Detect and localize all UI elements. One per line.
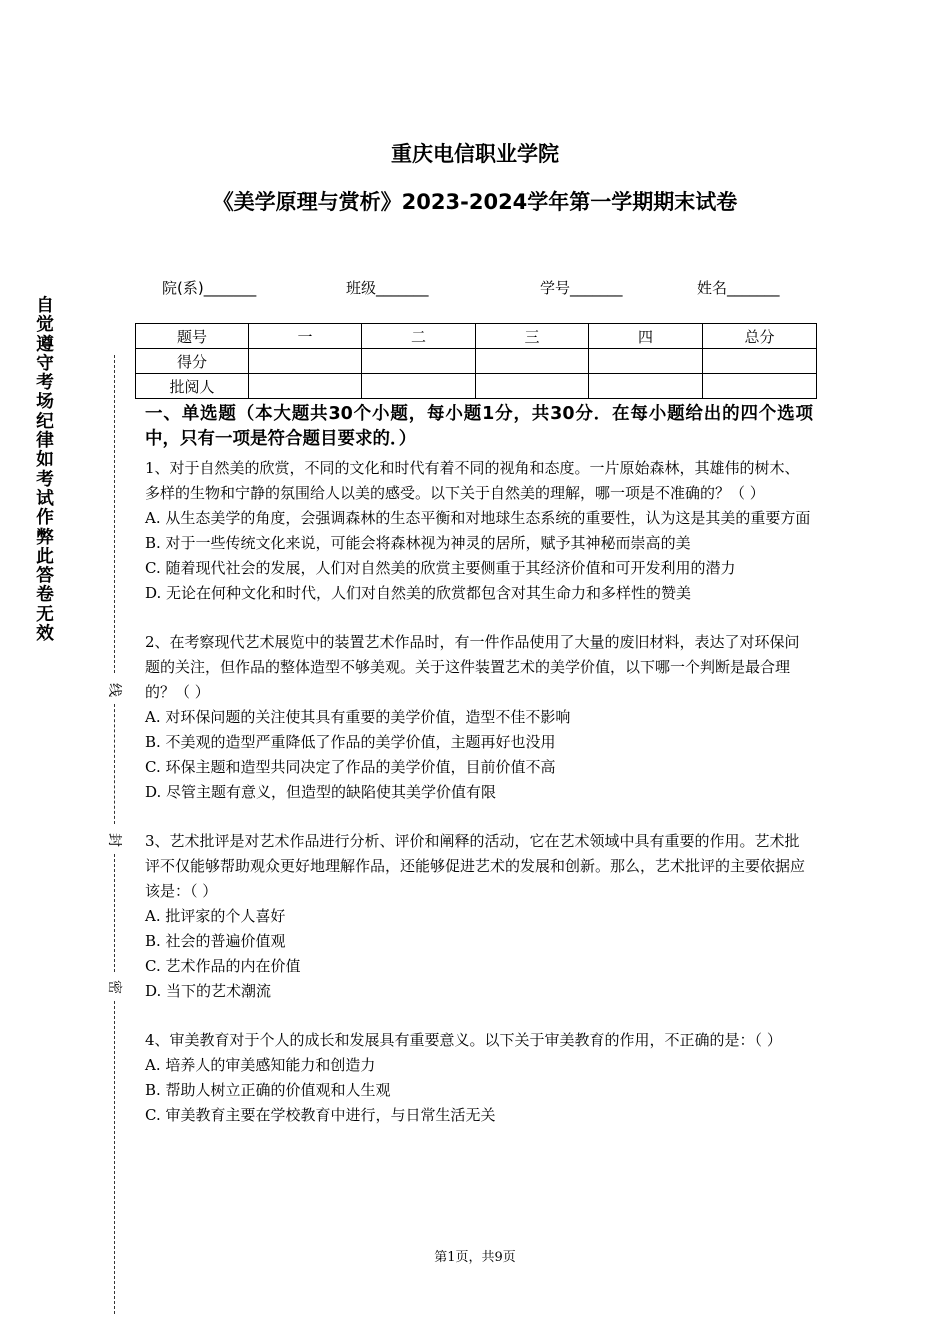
question-option: A. 对环保问题的关注使其具有重要的美学价值，造型不佳不影响: [145, 708, 571, 726]
score-table: [135, 323, 817, 399]
question-option: C. 审美教育主要在学校教育中进行，与日常生活无关: [145, 1106, 496, 1124]
exam-content: [145, 402, 813, 1152]
score-cell: 四: [589, 324, 703, 349]
question-option: B. 不美观的造型严重降低了作品的美学价值，主题再好也没用: [145, 733, 556, 751]
class-field: 班级_______: [346, 279, 429, 297]
student-id-field: 学号_______: [540, 279, 623, 297]
school-name: 重庆电信职业学院: [391, 142, 559, 166]
score-cell[interactable]: [703, 374, 817, 399]
score-cell[interactable]: [589, 349, 703, 374]
seal-dashed-line: [114, 355, 115, 673]
score-row-label: 批阅人: [136, 374, 249, 399]
score-row: [136, 374, 817, 399]
score-cell[interactable]: [476, 349, 589, 374]
score-row-label: 得分: [136, 349, 249, 374]
question-stem: 1、对于自然美的欣赏，不同的文化和时代有着不同的视角和态度。一片原始森林，其雄伟的树木、多样的生物和宁静的氛围给人以美的感受。以下关于自然美的理解，哪一项是不准确的？（ ）: [145, 459, 800, 502]
question-option: D. 无论在何种文化和时代，人们对自然美的欣赏都包含对其生命力和多样性的赞美: [145, 584, 692, 602]
score-cell: 二: [362, 324, 476, 349]
score-row-label: 题号: [136, 324, 249, 349]
seal-seal-char: 封: [106, 833, 122, 847]
seal-secret-char: 密: [106, 980, 122, 994]
question-option: C. 随着现代社会的发展，人们对自然美的欣赏主要侧重于其经济价值和可开发利用的潜力: [145, 559, 736, 577]
question-item: [145, 630, 813, 805]
question-item: [145, 456, 813, 606]
score-cell: 一: [249, 324, 362, 349]
question-option: D. 尽管主题有意义，但造型的缺陷使其美学价值有限: [145, 783, 497, 801]
student-info-row: [0, 277, 950, 299]
score-cell[interactable]: [249, 374, 362, 399]
score-cell[interactable]: [589, 374, 703, 399]
question-stem: 3、艺术批评是对艺术作品进行分析、评价和阐释的活动，它在艺术领域中具有重要的作用。艺术批评不仅能够帮助观众更好地理解作品，还能够促进艺术的发展和创新。那么，艺术批评的主要依据应该是：（ ）: [145, 832, 806, 900]
score-cell[interactable]: [703, 349, 817, 374]
question-option: C. 艺术作品的内在价值: [145, 957, 301, 975]
question-stem: 2、在考察现代艺术展览中的装置艺术作品时，有一件作品使用了大量的废旧材料，表达了对环保问题的关注，但作品的整体造型不够美观。关于这件装置艺术的美学价值，以下哪一个判断是最合理的？（ ）: [145, 633, 800, 701]
question-option: B. 帮助人树立正确的价值观和人生观: [145, 1081, 391, 1099]
score-row: [136, 324, 817, 349]
question-item: [145, 1028, 813, 1128]
question-option: C. 环保主题和造型共同决定了作品的美学价值，目前价值不高: [145, 758, 556, 776]
question-option: A. 培养人的审美感知能力和创造力: [145, 1056, 376, 1074]
score-cell[interactable]: [362, 374, 476, 399]
question-item: [145, 829, 813, 1004]
score-cell[interactable]: [362, 349, 476, 374]
seal-dashed-line: [114, 1001, 115, 1314]
section-heading: 一、单选题（本大题共30个小题，每小题1分，共30分．在每小题给出的四个选项中，只有一项是符合题目要求的．）: [145, 404, 813, 449]
question-stem: 4、审美教育对于个人的成长和发展具有重要意义。以下关于审美教育的作用，不正确的是：（ ）: [145, 1031, 782, 1049]
seal-dashed-line: [114, 854, 115, 972]
department-field: 院(系)_______: [162, 279, 257, 297]
seal-dashed-line: [114, 704, 115, 824]
score-cell: 三: [476, 324, 589, 349]
question-option: B. 社会的普遍价值观: [145, 932, 286, 950]
page-footer: 第1页，共9页: [434, 1250, 516, 1265]
question-option: A. 从生态美学的角度，会强调森林的生态平衡和对地球生态系统的重要性，认为这是其美的重要方面: [145, 509, 811, 527]
name-field: 姓名_______: [697, 279, 780, 297]
question-option: B. 对于一些传统文化来说，可能会将森林视为神灵的居所，赋予其神秘而崇高的美: [145, 534, 691, 552]
score-cell[interactable]: [476, 374, 589, 399]
exam-title: 《美学原理与赏析》2023-2024学年第一学期期末试卷: [212, 190, 738, 214]
score-cell[interactable]: [249, 349, 362, 374]
question-list: [145, 456, 813, 1128]
seal-line-char: 线: [106, 683, 122, 697]
score-cell: 总分: [703, 324, 817, 349]
question-option: D. 当下的艺术潮流: [145, 982, 272, 1000]
exam-discipline-warning: 自觉遵守考场纪律如考试作弊此答卷无效: [36, 295, 54, 645]
question-option: A. 批评家的个人喜好: [145, 907, 286, 925]
score-row: [136, 349, 817, 374]
